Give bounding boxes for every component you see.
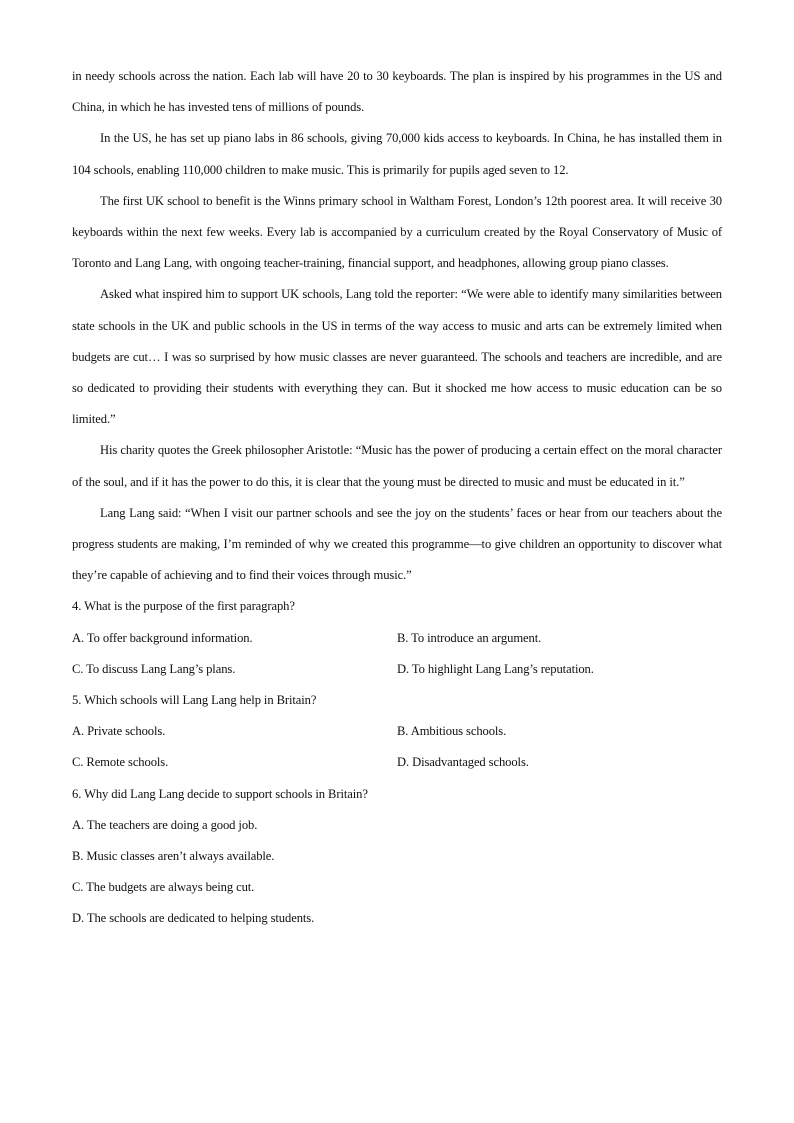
question-6-option-c: C. The budgets are always being cut. — [72, 880, 255, 895]
paragraph-6: Lang Lang said: “When I visit our partner schools and see the joy on the students’ faces or hear from our teachers about the progress students are making, I’m reminded of why we created this programme—to give children an opportunity to discover what they’re capable of achieving and to find their voices through music.” — [72, 505, 722, 583]
question-4-stem: 4. What is the purpose of the first paragraph? — [72, 599, 295, 614]
question-6-option-a: A. The teachers are doing a good job. — [72, 817, 258, 832]
page-content — [72, 61, 722, 935]
question-6-option-b: B. Music classes aren’t always available. — [72, 849, 275, 864]
question-4-options-row-2 — [72, 654, 722, 685]
question-6 — [72, 779, 722, 935]
question-4 — [72, 591, 722, 685]
question-4-option-d: D. To highlight Lang Lang’s reputation. — [397, 661, 594, 676]
paragraph-1: in needy schools across the nation. Each lab will have 20 to 30 keyboards. The plan is inspired by his programmes in the US and China, in which he has invested tens of millions of pounds. — [72, 69, 722, 115]
question-6-option-d: D. The schools are dedicated to helping students. — [72, 911, 315, 926]
question-5-option-b: B. Ambitious schools. — [397, 724, 507, 739]
paragraph-5: His charity quotes the Greek philosopher Aristotle: “Music has the power of producing a certain effect on the moral character of the soul, and if it has the power to do this, it is clear that the young must be directed to music and must be educated in it.” — [72, 443, 722, 489]
paragraph-2: In the US, he has set up piano labs in 86 schools, giving 70,000 kids access to keyboards. In China, he has installed them in 104 schools, enabling 110,000 children to make music. This is primarily for pupils aged seven to 12. — [72, 131, 722, 177]
question-5-option-a: A. Private schools. — [72, 724, 166, 739]
paragraph-4: Asked what inspired him to support UK schools, Lang told the reporter: “We were able to identify many similarities between state schools in the UK and public schools in the US in terms of the way access to music and arts can be extremely limited when budgets are cut… I was so surprised by how music classes are never guaranteed. The schools and teachers are incredible, and are so dedicated to providing their students with everything they can. But it shocked me how access to music education can be so limited.” — [72, 287, 722, 427]
paragraph-3: The first UK school to benefit is the Winns primary school in Waltham Forest, London’s 12th poorest area. It will receive 30 keyboards within the next few weeks. Every lab is accompanied by a curriculum created by the Royal Conservatory of Music of Toronto and Lang Lang, with ongoing teacher-training, financial support, and headphones, allowing group piano classes. — [72, 193, 722, 271]
question-4-option-b: B. To introduce an argument. — [397, 630, 542, 645]
question-4-option-c: C. To discuss Lang Lang’s plans. — [72, 661, 236, 676]
question-5-options-row-1 — [72, 716, 722, 747]
question-5-option-c: C. Remote schools. — [72, 755, 169, 770]
question-6-stem: 6. Why did Lang Lang decide to support schools in Britain? — [72, 786, 368, 801]
question-4-option-a: A. To offer background information. — [72, 630, 253, 645]
question-5-stem: 5. Which schools will Lang Lang help in Britain? — [72, 693, 317, 708]
question-5 — [72, 685, 722, 779]
question-4-options-row-1 — [72, 623, 722, 654]
question-5-options-row-2 — [72, 747, 722, 778]
question-5-option-d: D. Disadvantaged schools. — [397, 755, 529, 770]
